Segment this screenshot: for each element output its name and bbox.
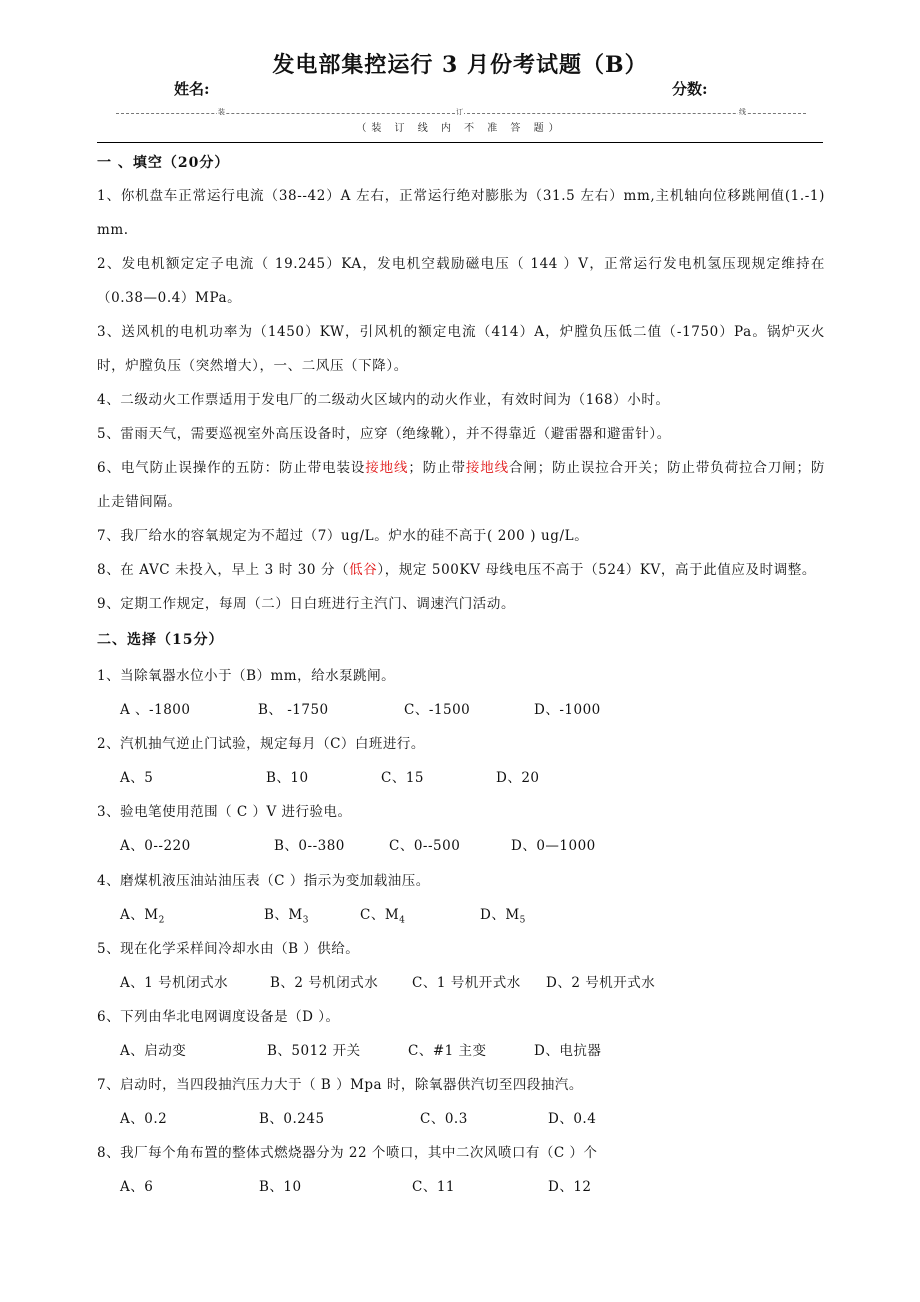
- q8-red: 低谷: [349, 562, 378, 578]
- choice-3-option-d: D、0—1000: [511, 838, 596, 854]
- choice-1-option-a: A 、-1800: [120, 702, 191, 718]
- q6-red-1: 接地线: [365, 460, 409, 476]
- choice-question-3: 3、验电笔使用范围（ C ）V 进行验电。: [97, 804, 352, 820]
- binding-line: [116, 107, 806, 119]
- choice-question-5: 5、现在化学采样间冷却水由（B ）供给。: [97, 941, 360, 957]
- binding-char-ding: 订: [456, 108, 463, 116]
- choice-4-option-d-text: D、M: [480, 907, 520, 923]
- choice-5-option-b: B、2 号机闭式水: [270, 975, 379, 991]
- choice-4-option-b-sub: 3: [302, 915, 309, 926]
- choice-6-option-d: D、电抗器: [534, 1043, 602, 1059]
- binding-char-xian: 线: [739, 108, 746, 116]
- choice-7-option-d: D、0.4: [548, 1111, 597, 1127]
- choice-8-option-b: B、10: [259, 1179, 302, 1195]
- q6-text-3: 合闸；防止误拉合开关；防止带负荷拉合刀闸；防止走错间隔。: [97, 460, 826, 510]
- choice-question-7: 7、启动时，当四段抽汽压力大于（ B ）Mpa 时，除氧器供汽切至四段抽汽。: [97, 1077, 583, 1093]
- choice-6-option-b: B、5012 开关: [267, 1043, 361, 1059]
- fill-question-7: 7、我厂给水的容氧规定为不超过（7）ug/L。炉水的硅不高于( 200 ) ug/L。: [97, 528, 589, 544]
- q8-text-2: ），规定 500KV 母线电压不高于（524）KV，高于此值应及时调整。: [377, 562, 817, 578]
- choice-4-option-a: [120, 903, 165, 926]
- choice-4-option-a-sub: 2: [158, 915, 165, 926]
- choice-4-option-c: [360, 903, 405, 926]
- choice-4-option-d-sub: 5: [519, 915, 526, 926]
- choice-1-option-b: B、 -1750: [258, 702, 329, 718]
- binding-char-zhuang: 装: [218, 108, 225, 116]
- choice-6-option-a: A、启动变: [120, 1043, 187, 1059]
- name-label: 姓名:: [174, 80, 210, 98]
- choice-7-option-b: B、0.245: [259, 1111, 325, 1127]
- header-divider: [97, 142, 823, 143]
- page-title: 发电部集控运行 3 月份考试题（B）: [272, 52, 648, 78]
- choice-question-2: 2、汽机抽气逆止门试验，规定每月（C）白班进行。: [97, 736, 425, 752]
- q6-text-2: ；防止带: [408, 460, 466, 476]
- score-label: 分数:: [672, 80, 708, 98]
- fill-question-4: 4、二级动火工作票适用于发电厂的二级动火区域内的动火作业，有效时间为（168）小时。: [97, 392, 670, 408]
- choice-4-option-c-sub: 4: [399, 915, 406, 926]
- choice-1-option-d: D、-1000: [534, 702, 601, 718]
- choice-2-option-b: B、10: [266, 770, 309, 786]
- choice-5-option-c: C、1 号机开式水: [412, 975, 521, 991]
- fill-question-2: 2、发电机额定定子电流（ 19.245）KA，发电机空载励磁电压（ 144 ）V，正常运行发电机氢压现规定维持在（0.38—0.4）MPa。: [97, 256, 825, 306]
- choice-question-8: 8、我厂每个角布置的整体式燃烧器分为 22 个喷口，其中二次风喷口有（C ）个: [97, 1145, 598, 1161]
- choice-4-option-d: [480, 903, 526, 926]
- choice-4-option-b-text: B、M: [264, 907, 303, 923]
- binding-note: （装 订 线 内 不 准 答 题）: [356, 123, 564, 134]
- choice-5-option-d: D、2 号机开式水: [546, 975, 656, 991]
- choice-4-option-a-text: A、M: [120, 907, 159, 923]
- choice-2-option-d: D、20: [496, 770, 540, 786]
- fill-question-3: 3、送风机的电机功率为（1450）KW，引风机的额定电流（414）A，炉膛负压低二值（-1750）Pa。锅炉灭火时，炉膛负压（突然增大），一、二风压（下降）。: [97, 324, 825, 374]
- section-fill-heading: 一 、填空（20分）: [97, 155, 230, 171]
- fill-question-9: 9、定期工作规定，每周（二）日白班进行主汽门、调速汽门活动。: [97, 596, 516, 612]
- section-choice-heading: 二、选择（15分）: [97, 632, 224, 648]
- choice-6-option-c: C、#1 主变: [408, 1043, 487, 1059]
- choice-2-option-c: C、15: [381, 770, 425, 786]
- choice-1-option-c: C、-1500: [404, 702, 471, 718]
- choice-question-6: 6、下列由华北电网调度设备是（D ）。: [97, 1009, 340, 1025]
- choice-4-option-b: [264, 903, 309, 926]
- q8-text-1: 8、在 AVC 未投入，早上 3 时 30 分（: [97, 562, 350, 578]
- choice-3-option-b: B、0--380: [274, 838, 345, 854]
- choice-5-option-a: A、1 号机闭式水: [120, 975, 229, 991]
- choice-2-option-a: A、5: [120, 770, 154, 786]
- fill-question-8: [97, 553, 825, 587]
- choice-3-option-a: A、0--220: [120, 838, 191, 854]
- choice-question-4: 4、磨煤机液压油站油压表（C ）指示为变加载油压。: [97, 873, 430, 889]
- fill-question-1: 1、你机盘车正常运行电流（38--42）A 左右，正常运行绝对膨胀为（31.5 左右）mm,主机轴向位移跳闸值(1.-1) mm.: [97, 188, 825, 238]
- choice-3-option-c: C、0--500: [389, 838, 461, 854]
- choice-question-1: 1、当除氧器水位小于（B）mm，给水泵跳闸。: [97, 668, 396, 684]
- q6-text-1: 6、电气防止误操作的五防：防止带电装设: [97, 460, 366, 476]
- fill-question-6: [97, 451, 825, 519]
- choice-8-option-c: C、11: [412, 1179, 456, 1195]
- q6-red-2: 接地线: [465, 460, 510, 476]
- choice-4-option-c-text: C、M: [360, 907, 400, 923]
- choice-8-option-d: D、12: [548, 1179, 592, 1195]
- choice-7-option-c: C、0.3: [420, 1111, 468, 1127]
- choice-8-option-a: A、6: [120, 1179, 154, 1195]
- choice-7-option-a: A、0.2: [120, 1111, 168, 1127]
- fill-question-5: 5、雷雨天气，需要巡视室外高压设备时，应穿（绝缘靴），并不得靠近（避雷器和避雷针）。: [97, 426, 671, 442]
